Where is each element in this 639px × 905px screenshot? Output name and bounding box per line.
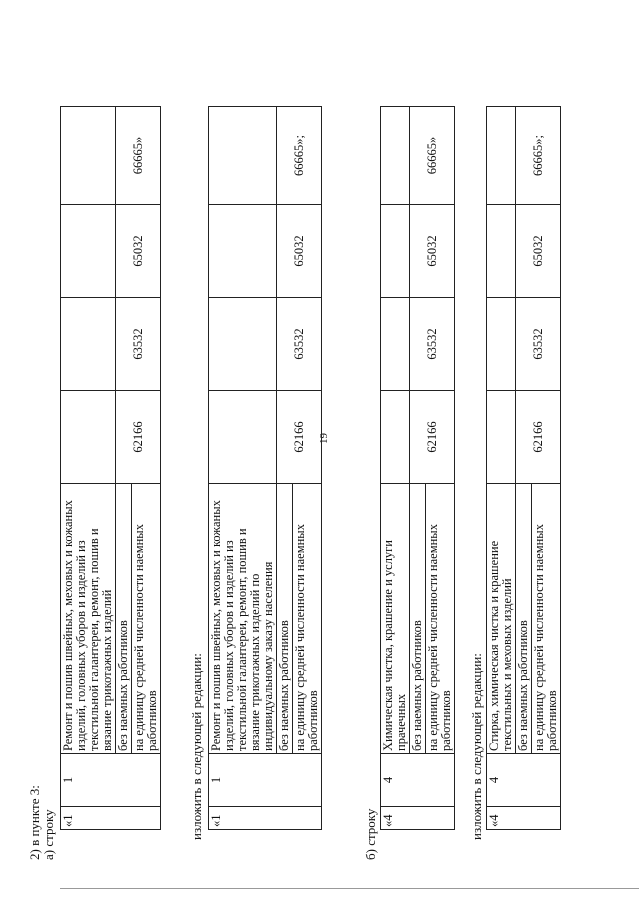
value-cell: 66665» bbox=[410, 107, 455, 205]
row-label-no-employees: без наемных работников bbox=[410, 484, 426, 754]
replace-instruction-b: изложить в следующей редакции: bbox=[469, 653, 484, 840]
row-label-per-employee: на единицу средней численности наемных работников bbox=[532, 484, 561, 754]
value-cell: 62166 bbox=[277, 391, 322, 484]
row-label-per-employee: на единицу средней численности наемных работников bbox=[132, 484, 161, 754]
row-label-no-employees: без наемных работников bbox=[516, 484, 532, 754]
table-original-row-1 bbox=[60, 106, 161, 830]
row-label-per-employee: на единицу средней численности наемных работников bbox=[426, 484, 455, 754]
activity-title: Ремонт и пошив швейных, меховых и кожаных изделий, головных уборов и изделий из текстильной галантереи, ремонт, пошив и вязание трикотажных изделий bbox=[61, 484, 116, 754]
value-cell: 63532 bbox=[116, 298, 161, 391]
activity-title: Стирка, химическая чистка и крашение текстильных и меховых изделий bbox=[487, 484, 516, 754]
value-cell: 66665»; bbox=[277, 107, 322, 205]
page-number: 19 bbox=[318, 433, 330, 444]
quote-cell: «4 bbox=[487, 807, 561, 830]
row-label-no-employees: без наемных работников bbox=[277, 484, 293, 754]
page-bottom-border bbox=[60, 888, 639, 889]
replace-instruction-a: изложить в следующей редакции: bbox=[189, 653, 204, 840]
quote-cell: «4 bbox=[381, 807, 455, 830]
quote-cell: «1 bbox=[61, 807, 161, 830]
value-cell: 65032 bbox=[410, 205, 455, 298]
value-cell: 63532 bbox=[410, 298, 455, 391]
row-label-no-employees: без наемных работников bbox=[116, 484, 132, 754]
code-cell: 4 bbox=[487, 754, 561, 807]
point-heading: 2) в пункте 3: bbox=[27, 785, 42, 860]
rotated-page-content bbox=[22, 0, 622, 860]
row-label-per-employee: на единицу средней численности наемных работников bbox=[293, 484, 322, 754]
table-new-row-4 bbox=[486, 106, 561, 830]
activity-title: Химическая чистка, крашение и услуги прачечных bbox=[381, 484, 410, 754]
value-cell: 62166 bbox=[516, 391, 561, 484]
value-cell: 63532 bbox=[516, 298, 561, 391]
code-cell: 1 bbox=[61, 754, 161, 807]
code-cell: 1 bbox=[209, 754, 322, 807]
subpoint-a: а) строку bbox=[41, 809, 56, 860]
value-cell: 65032 bbox=[277, 205, 322, 298]
value-cell: 65032 bbox=[516, 205, 561, 298]
value-cell: 63532 bbox=[277, 298, 322, 391]
value-cell: 62166 bbox=[410, 391, 455, 484]
activity-title: Ремонт и пошив швейных, меховых и кожаных изделий, головных уборов и изделий из текстильной галантереи, ремонт, пошив и вязание трикотажных изделий по индивидуальному заказу населения bbox=[209, 484, 277, 754]
table-new-row-1 bbox=[208, 106, 322, 830]
value-cell: 66665»; bbox=[516, 107, 561, 205]
value-cell: 62166 bbox=[116, 391, 161, 484]
quote-cell: «1 bbox=[209, 807, 322, 830]
value-cell: 65032 bbox=[116, 205, 161, 298]
value-cell: 66665» bbox=[116, 107, 161, 205]
subpoint-b: б) строку bbox=[363, 808, 378, 860]
table-original-row-4 bbox=[380, 106, 455, 830]
code-cell: 4 bbox=[381, 754, 455, 807]
